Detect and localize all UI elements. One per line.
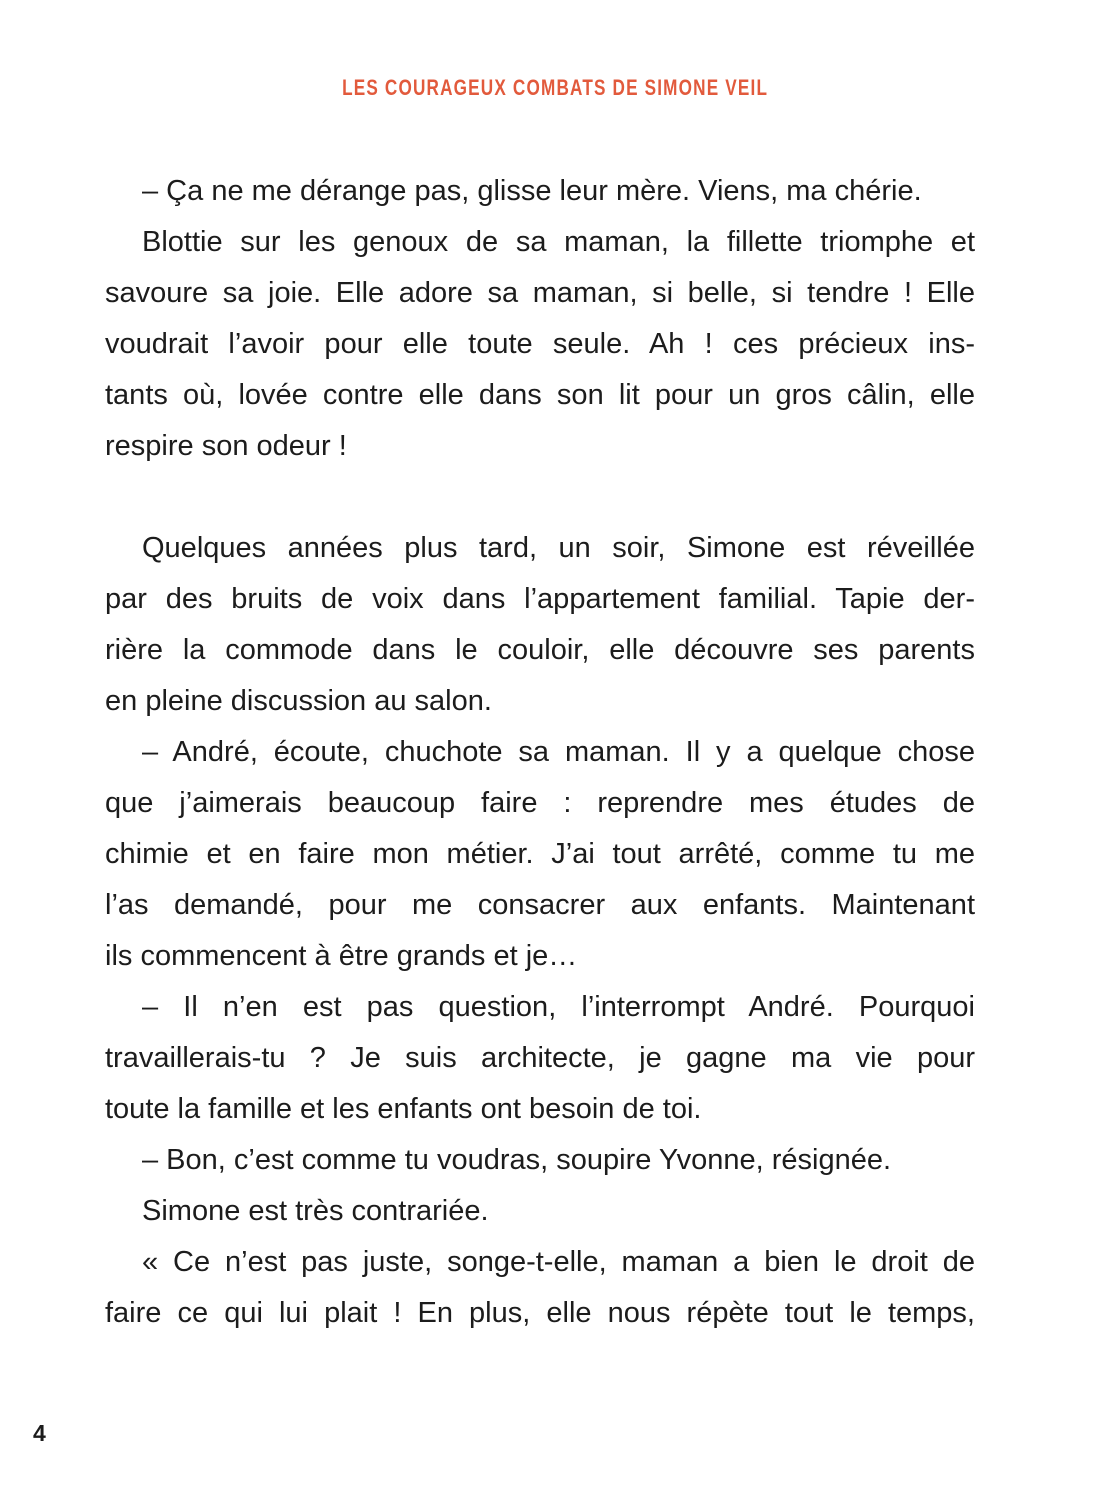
text-line: savoure sa joie. Elle adore sa maman, si belle, si tendre ! Elle [105,277,975,309]
text-line: respire son odeur ! [105,430,347,462]
text-line: chimie et en faire mon métier. J’ai tout arrêté, comme tu me [105,838,975,870]
text-line: que j’aimerais beaucoup faire : reprendre mes études de [105,787,975,819]
text-line: toute la famille et les enfants ont besoin de toi. [105,1093,702,1125]
paragraph [105,166,975,217]
paragraph [105,523,975,727]
text-line: – Il n’en est pas question, l’interrompt André. Pourquoi [142,991,975,1023]
text-line: travaillerais-tu ? Je suis architecte, je gagne ma vie pour [105,1042,975,1074]
text-line: – Ça ne me dérange pas, glisse leur mère. Viens, ma chérie. [142,175,922,207]
text-line: faire ce qui lui plait ! En plus, elle nous répète tout le temps, [105,1297,975,1329]
text-line: l’as demandé, pour me consacrer aux enfants. Maintenant [105,889,975,921]
paragraph [105,727,975,982]
text-line: par des bruits de voix dans l’appartement familial. Tapie der- [105,583,975,615]
text-line: voudrait l’avoir pour elle toute seule. Ah ! ces précieux ins- [105,328,975,360]
page-number: 4 [33,1420,46,1446]
text-block [105,166,975,1339]
running-header-text: LES COURAGEUX COMBATS DE SIMONE VEIL [341,75,769,100]
running-header [0,76,1110,103]
text-line: ils commencent à être grands et je… [105,940,578,972]
text-line: rière la commode dans le couloir, elle découvre ses parents [105,634,975,666]
paragraph [105,1186,975,1237]
paragraph [105,982,975,1135]
text-line: – Bon, c’est comme tu voudras, soupire Yvonne, résignée. [142,1144,892,1176]
text-line: tants où, lovée contre elle dans son lit pour un gros câlin, elle [105,379,975,411]
text-line: « Ce n’est pas juste, songe-t-elle, maman a bien le droit de [142,1246,975,1278]
paragraph [105,217,975,472]
text-line: Simone est très contrariée. [142,1195,489,1227]
text-line: en pleine discussion au salon. [105,685,492,717]
text-line: – André, écoute, chuchote sa maman. Il y a quelque chose [142,736,975,768]
paragraph [105,1237,975,1339]
text-line: Blottie sur les genoux de sa maman, la fillette triomphe et [142,226,975,258]
text-line: Quelques années plus tard, un soir, Simone est réveillée [142,532,975,564]
paragraph [105,1135,975,1186]
